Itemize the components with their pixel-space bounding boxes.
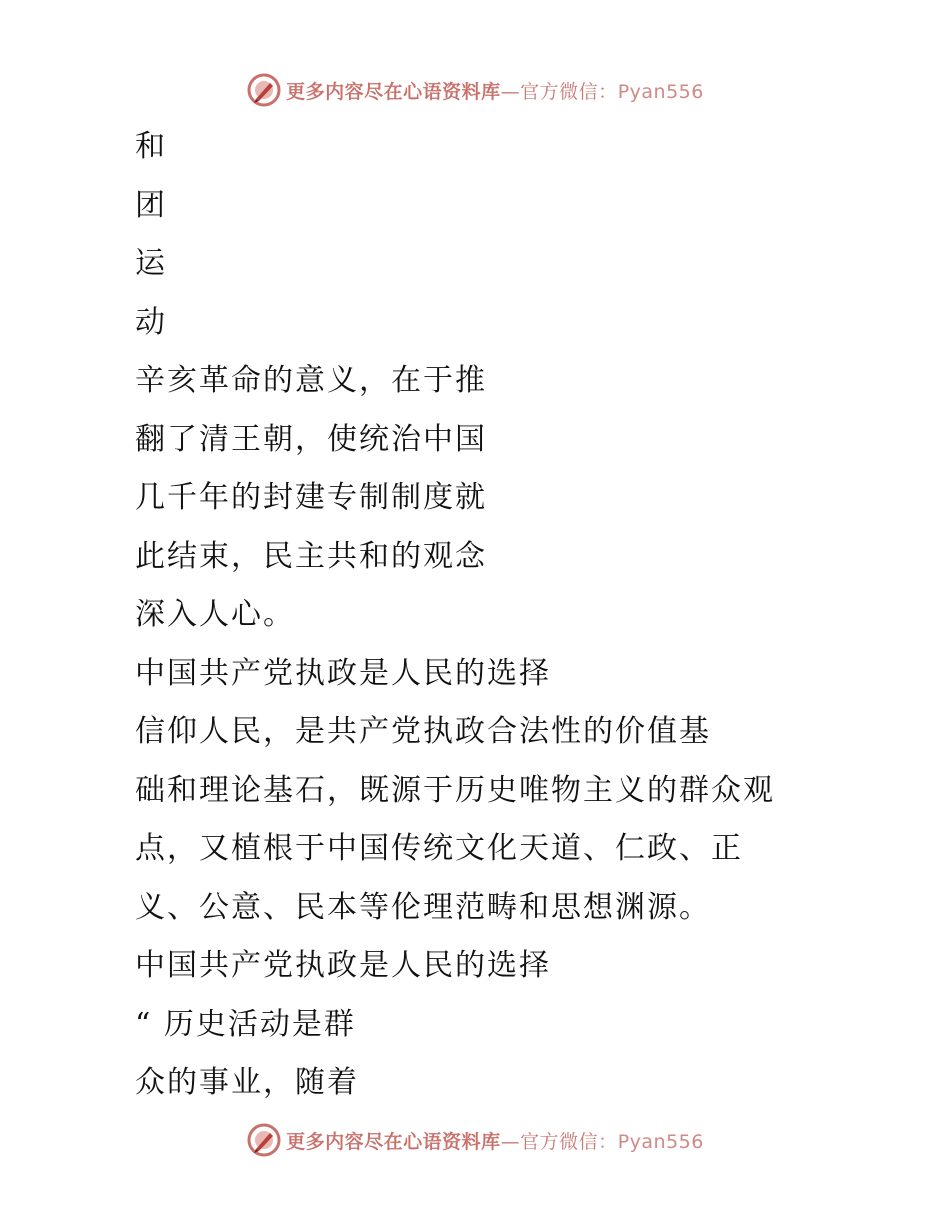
watermark-secondary: 官方微信： xyxy=(520,1130,618,1153)
text-line: “ 历史活动是群 xyxy=(135,1006,356,1042)
text-line: 深入人心。 xyxy=(135,597,295,632)
text-line: 动 xyxy=(135,304,167,340)
text-line: 和 xyxy=(135,129,167,164)
document-body xyxy=(135,118,855,1113)
watermark-id: Pyan556 xyxy=(617,1130,704,1153)
watermark-separator: — xyxy=(500,80,521,103)
text-line: 此结束，民主共和的观念 xyxy=(135,538,487,574)
watermark-separator: — xyxy=(500,1130,521,1153)
pen-logo-icon xyxy=(246,1122,282,1158)
text-line: 几千年的封建专制制度就 xyxy=(135,480,487,515)
text-line: 础和理论基石，既源于历史唯物主义的群众观 xyxy=(135,772,775,808)
text-line: 信仰人民，是共产党执政合法性的价值基 xyxy=(135,714,711,749)
text-line: 中国共产党执政是人民的选择 xyxy=(135,948,551,983)
text-line: 中国共产党执政是人民的选择 xyxy=(135,655,551,691)
text-line: 众的事业，随着 xyxy=(135,1065,359,1100)
text-line: 点，又植根于中国传统文化天道、仁政、正 xyxy=(135,831,743,866)
watermark-id: Pyan556 xyxy=(617,80,704,103)
watermark-main: 更多内容尽在心语资料库 xyxy=(286,80,501,103)
text-line: 运 xyxy=(135,246,167,281)
pen-logo-icon xyxy=(246,72,282,108)
text-line: 团 xyxy=(135,187,167,223)
text-line: 义、公意、民本等伦理范畴和思想渊源。 xyxy=(135,889,711,925)
watermark-secondary: 官方微信： xyxy=(520,80,618,103)
watermark-text xyxy=(286,1127,704,1154)
text-line: 翻了清王朝，使统治中国 xyxy=(135,421,487,457)
watermark-text xyxy=(286,77,704,104)
text-line: 辛亥革命的意义，在于推 xyxy=(135,363,487,398)
header-watermark xyxy=(0,70,950,110)
footer-watermark xyxy=(0,1120,950,1160)
watermark-main: 更多内容尽在心语资料库 xyxy=(286,1130,501,1153)
